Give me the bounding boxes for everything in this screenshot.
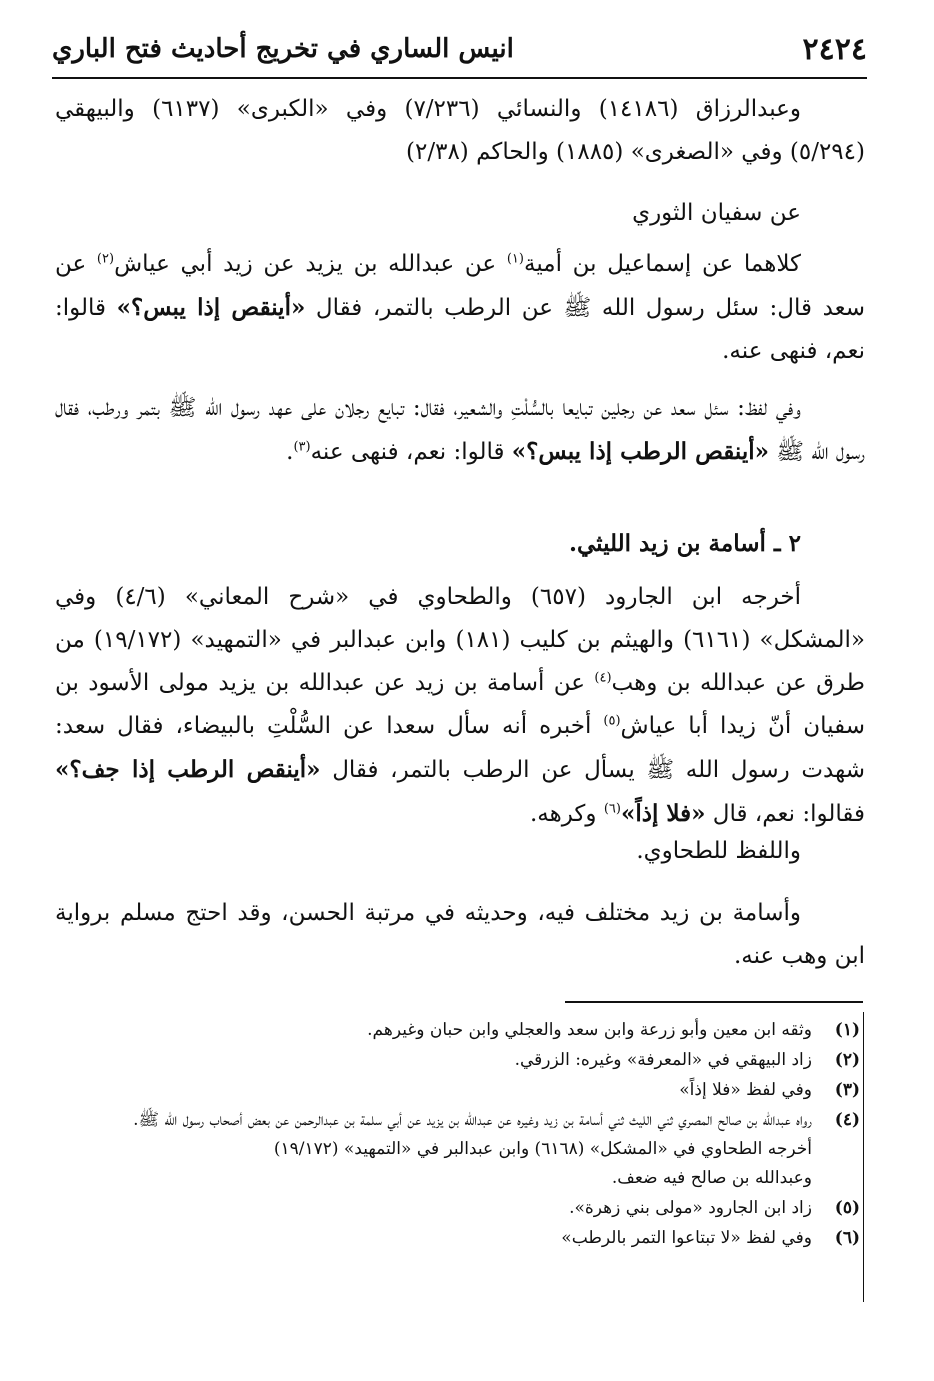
footnote-ref-2[interactable]: (٢) <box>96 251 115 267</box>
footnote-text: أخرجه الطحاوي في «المشكل» (٦١٦٨) وابن عبدالبر في «التمهيد» (١٩/١٧٢) <box>273 1139 812 1159</box>
running-title: انيس الساري في تخريج أحاديث فتح الباري <box>52 34 514 64</box>
section-heading: ٢ ـ أسامة بن زيد الليثي. <box>568 530 801 557</box>
footnote-ref-1[interactable]: (١) <box>506 251 524 267</box>
footnotes <box>55 1016 860 1254</box>
footnote-text: وفي لفظ «لا تبتاعوا التمر بالرطب» <box>561 1228 812 1248</box>
footnote-text: زاد البيهقي في «المعرفة» وغيره: الزرقي. <box>514 1050 812 1070</box>
footnote-ref-3[interactable]: (٣) <box>293 439 311 455</box>
footnote-ref-6[interactable]: (٦) <box>603 801 621 817</box>
footnote-number: (٢) <box>834 1050 860 1070</box>
footnote-5 <box>55 1194 860 1223</box>
page-header <box>52 28 867 70</box>
footnote-4 <box>55 1106 860 1193</box>
footnote-6 <box>55 1224 860 1253</box>
footnote-text: زاد ابن الجارود «مولى بني زهرة». <box>569 1198 812 1218</box>
footnote-number: (١) <box>834 1020 860 1040</box>
footnote-separator <box>565 1001 863 1003</box>
footnote-ref-4[interactable]: (٤) <box>594 670 612 686</box>
footnote-ref-5[interactable]: (٥) <box>603 713 621 729</box>
footnote-1 <box>55 1016 860 1045</box>
paragraph-sources: وعبدالرزاق (١٤١٨٦) والنسائي (٧/٢٣٦) وفي «الكبرى» (٦١٣٧) والبيهقي (٥/٢٩٤) وفي «الصغرى» (١٨٨٥) والحاكم (٢/٣٨) <box>55 96 865 165</box>
footnote-3 <box>55 1076 860 1105</box>
footnote-number: (٥) <box>834 1198 860 1218</box>
paragraph-other-wording: وفي لفظ: سئل سعد عن رجلين تبايعا بالسُّلْتِ والشعير، فقال: تبايع رجلان على عهد رسول الله ﷺ بتمر ورطب، فقال رسول الله ﷺ «أينقص الرطب إذا يبس؟» قالوا: نعم، فنهى عنه$^{(٣)}$. <box>55 395 865 465</box>
footnote-side-rule <box>863 1012 864 1302</box>
footnote-2 <box>55 1046 860 1075</box>
paragraph-hadith-saad: كلاهما عن إسماعيل بن أمية$^{(١)}$ عن عبدالله بن يزيد عن زيد أبي عياش$^{(٢)}$ عن سعد قال: سئل رسول الله ﷺ عن الرطب بالتمر، فقال «أينقص إذا يبس؟» قالوا: نعم، فنهى عنه. <box>55 251 866 364</box>
footnote-text: رواه عبدالله بن صالح المصري ثني الليث ثني أسامة بن زيد وغيره عن عبدالله بن يزيد عن أبي سلمة بن عبدالرحمن عن بعض أصحاب رسول الله ﷺ. <box>133 1110 812 1130</box>
paragraph-sufyan: عن سفيان الثوري <box>632 200 801 226</box>
paragraph-takhrij-usama: أخرجه ابن الجارود (٦٥٧) والطحاوي في «شرح المعاني» (٤/٦) وفي «المشكل» (٦١٦١) والهيثم بن كليب (١٨١) وابن عبدالبر في «التمهيد» (١٩/١٧٢) من طرق عن عبدالله بن وهب$^{(٤)}$ عن أسامة بن زيد عن عبدالله بن يزيد مولى الأسود بن سفيان أنّ زيدا أبا عياش$^{(٥)}$ أخبره أنه سأل سعدا عن السُّلْتِ بالبيضاء، فقال سعد: شهدت رسول الله ﷺ يسأل عن الرطب بالتمر، فقال «أينقص الرطب إذا جف؟» فقالوا: نعم، قال «فلا إذاً»$^{(٦)}$ وكرهه. <box>55 584 865 827</box>
header-rule <box>52 77 867 79</box>
footnote-text: وفي لفظ «فلا إذاً» <box>679 1080 812 1100</box>
footnote-number: (٦) <box>834 1228 860 1248</box>
footnote-number: (٣) <box>834 1080 860 1100</box>
page-number: ٢٤٢٤ <box>802 32 867 67</box>
paragraph-grading: وأسامة بن زيد مختلف فيه، وحديثه في مرتبة الحسن، وقد احتج مسلم برواية ابن وهب عنه. <box>55 900 865 969</box>
footnote-text: وعبدالله بن صالح فيه ضعف. <box>611 1168 812 1188</box>
footnote-text: وثقه ابن معين وأبو زرعة وابن سعد والعجلي وابن حبان وغيرهم. <box>367 1020 812 1040</box>
footnote-number: (٤) <box>834 1110 860 1130</box>
paragraph-wording-note: واللفظ للطحاوي. <box>636 838 801 864</box>
